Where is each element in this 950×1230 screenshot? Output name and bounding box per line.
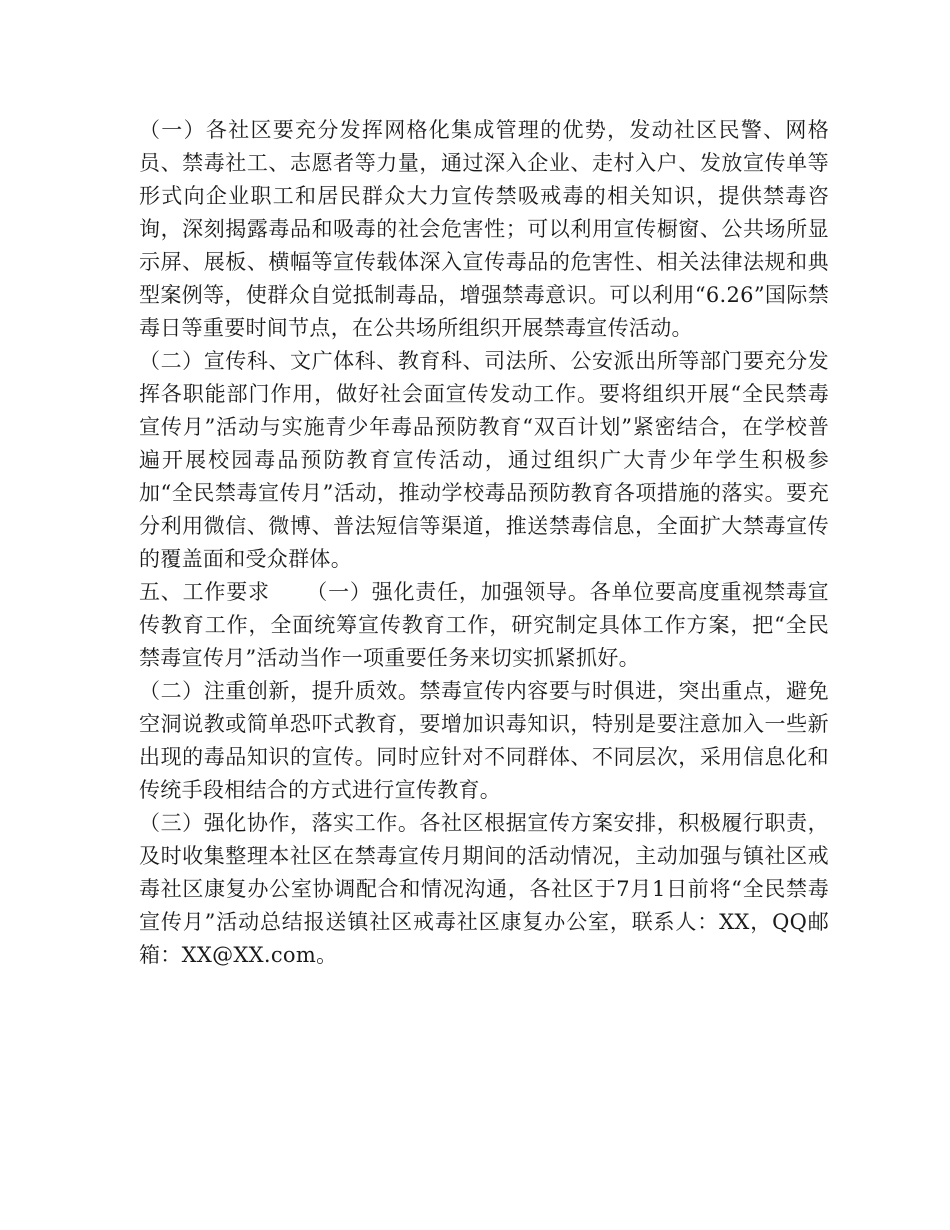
paragraph-community-publicity: （一）各社区要充分发挥网格化集成管理的优势，发动社区民警、网格员、禁毒社工、志愿者等力量，通过深入企业、走村入户、发放宣传单等形式向企业职工和居民群众大力宣传禁吸戒毒的相关知识，提供禁毒咨询，深刻揭露毒品和吸毒的社会危害性；可以利用宣传橱窗、公共场所显示屏、展板、横幅等宣传载体深入宣传毒品的危害性、相关法律法规和典型案例等，使群众自觉抵制毒品，增强禁毒意识。可以利用“6.26”国际禁毒日等重要时间节点，在公共场所组织开展禁毒宣传活动。 — [139, 118, 829, 340]
paragraph-coordination: （三）强化协作，落实工作。各社区根据宣传方案安排，积极履行职责，及时收集整理本社区在禁毒宣传月期间的活动情况，主动加强与镇社区戒毒社区康复办公室协调配合和情况沟通，各社区于7月1日前将“全民禁毒宣传月”活动总结报送镇社区戒毒社区康复办公室，联系人：XX，QQ邮箱：XX@XX.com。 — [139, 811, 829, 967]
paragraph-innovation: （二）注重创新，提升质效。禁毒宣传内容要与时俱进，突出重点，避免空洞说教或简单恐吓式教育，要增加识毒知识，特别是要注意加入一些新出现的毒品知识的宣传。同时应针对不同群体、不同层次，采用信息化和传统手段相结合的方式进行宣传教育。 — [139, 679, 829, 802]
document-body — [139, 114, 829, 972]
section-heading-work-requirements: 五、工作要求 — [139, 580, 270, 604]
paragraph-department-publicity: （二）宣传科、文广体科、教育科、司法所、公安派出所等部门要充分发挥各职能部门作用，做好社会面宣传发动工作。要将组织开展“全民禁毒宣传月”活动与实施青少年毒品预防教育“双百计划”紧密结合，在学校普遍开展校园毒品预防教育宣传活动，通过组织广大青少年学生积极参加“全民禁毒宣传月”活动，推动学校毒品预防教育各项措施的落实。要充分利用微信、微博、普法短信等渠道，推送禁毒信息，全面扩大禁毒宣传的覆盖面和受众群体。 — [139, 349, 829, 571]
requirement-responsibility: （一）强化责任，加强领导。各单位要高度重视禁毒宣传教育工作，全面统筹宣传教育工作，研究制定具体工作方案，把“全民禁毒宣传月”活动当作一项重要任务来切实抓紧抓好。 — [139, 580, 829, 670]
paragraph-work-requirements — [139, 576, 829, 675]
